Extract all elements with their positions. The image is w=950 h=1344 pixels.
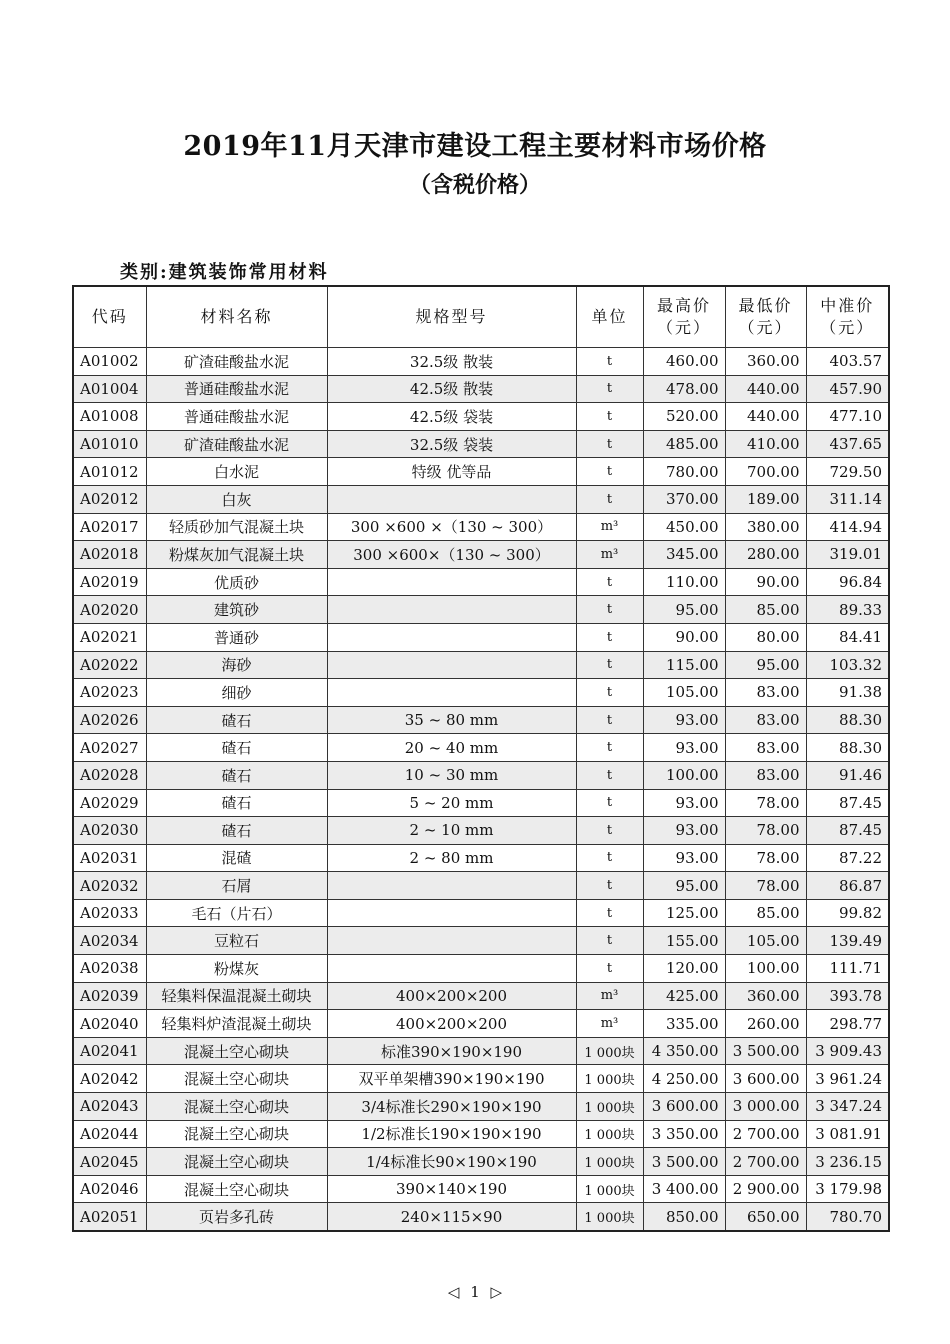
table-row	[73, 706, 889, 734]
cell-code: A02017	[73, 513, 146, 541]
header-unit: 单位	[576, 286, 643, 348]
cell-code: A02022	[73, 651, 146, 679]
cell-min-price: 78.00	[725, 789, 806, 817]
table-row	[73, 458, 889, 486]
cell-code: A02021	[73, 623, 146, 651]
cell-max-price: 95.00	[643, 872, 725, 900]
cell-max-price: 93.00	[643, 706, 725, 734]
cell-spec: 20 ~ 40 mm	[327, 734, 576, 762]
cell-code: A02044	[73, 1120, 146, 1148]
cell-spec: 双平单架槽390×190×190	[327, 1065, 576, 1093]
cell-mid-price: 103.32	[806, 651, 889, 679]
cell-unit: t	[576, 375, 643, 403]
cell-max-price: 425.00	[643, 982, 725, 1010]
table-row	[73, 872, 889, 900]
cell-mid-price: 3 081.91	[806, 1120, 889, 1148]
table-row	[73, 348, 889, 376]
cell-spec	[327, 927, 576, 955]
cell-name: 矿渣硅酸盐水泥	[146, 430, 327, 458]
cell-spec	[327, 679, 576, 707]
table-row	[73, 1148, 889, 1176]
cell-min-price: 85.00	[725, 596, 806, 624]
cell-max-price: 95.00	[643, 596, 725, 624]
header-spec: 规格型号	[327, 286, 576, 348]
cell-code: A01010	[73, 430, 146, 458]
cell-mid-price: 3 179.98	[806, 1175, 889, 1203]
cell-max-price: 370.00	[643, 485, 725, 513]
cell-name: 碴石	[146, 706, 327, 734]
cell-max-price: 3 500.00	[643, 1148, 725, 1176]
cell-name: 轻质砂加气混凝土块	[146, 513, 327, 541]
cell-min-price: 380.00	[725, 513, 806, 541]
cell-spec: 400×200×200	[327, 982, 576, 1010]
header-min-price	[725, 286, 806, 348]
cell-min-price: 360.00	[725, 348, 806, 376]
cell-spec: 300 ×600 ×（130 ~ 300）	[327, 513, 576, 541]
cell-mid-price: 729.50	[806, 458, 889, 486]
cell-code: A01002	[73, 348, 146, 376]
page-footer	[0, 1283, 950, 1301]
cell-mid-price: 477.10	[806, 403, 889, 431]
cell-unit: t	[576, 430, 643, 458]
cell-min-price: 3 000.00	[725, 1093, 806, 1121]
cell-name: 混凝土空心砌块	[146, 1065, 327, 1093]
cell-name: 混碴	[146, 844, 327, 872]
cell-unit: t	[576, 872, 643, 900]
header-mid-price	[806, 286, 889, 348]
cell-name: 海砂	[146, 651, 327, 679]
cell-spec	[327, 596, 576, 624]
cell-spec	[327, 955, 576, 983]
cell-mid-price: 403.57	[806, 348, 889, 376]
cell-code: A02040	[73, 1010, 146, 1038]
cell-min-price: 2 900.00	[725, 1175, 806, 1203]
cell-spec: 300 ×600×（130 ~ 300）	[327, 541, 576, 569]
cell-mid-price: 3 236.15	[806, 1148, 889, 1176]
cell-min-price: 100.00	[725, 955, 806, 983]
page-title: 2019年11月天津市建设工程主要材料市场价格	[183, 131, 767, 162]
cell-mid-price: 311.14	[806, 485, 889, 513]
cell-mid-price: 414.94	[806, 513, 889, 541]
cell-name: 轻集料炉渣混凝土砌块	[146, 1010, 327, 1038]
cell-code: A02039	[73, 982, 146, 1010]
table-row	[73, 927, 889, 955]
cell-name: 碴石	[146, 734, 327, 762]
cell-mid-price: 88.30	[806, 706, 889, 734]
table-row	[73, 568, 889, 596]
cell-max-price: 93.00	[643, 734, 725, 762]
table-row	[73, 982, 889, 1010]
cell-mid-price: 84.41	[806, 623, 889, 651]
next-page-icon: ▷	[490, 1283, 503, 1301]
cell-max-price: 3 400.00	[643, 1175, 725, 1203]
cell-max-price: 110.00	[643, 568, 725, 596]
cell-mid-price: 139.49	[806, 927, 889, 955]
cell-code: A02019	[73, 568, 146, 596]
table-row	[73, 1010, 889, 1038]
cell-mid-price: 91.38	[806, 679, 889, 707]
cell-spec	[327, 872, 576, 900]
cell-min-price: 95.00	[725, 651, 806, 679]
cell-mid-price: 91.46	[806, 761, 889, 789]
cell-code: A02042	[73, 1065, 146, 1093]
header-max-label: 最高价	[656, 296, 711, 315]
page-subtitle: （含税价格）	[408, 172, 541, 198]
cell-name: 优质砂	[146, 568, 327, 596]
cell-min-price: 3 500.00	[725, 1037, 806, 1065]
table-body	[73, 348, 889, 1232]
cell-mid-price: 393.78	[806, 982, 889, 1010]
cell-code: A02018	[73, 541, 146, 569]
table-header-row	[73, 286, 889, 348]
table-row	[73, 817, 889, 845]
cell-mid-price: 111.71	[806, 955, 889, 983]
cell-min-price: 83.00	[725, 734, 806, 762]
cell-max-price: 780.00	[643, 458, 725, 486]
cell-name: 普通砂	[146, 623, 327, 651]
cell-max-price: 850.00	[643, 1203, 725, 1231]
cell-spec	[327, 623, 576, 651]
cell-min-price: 85.00	[725, 899, 806, 927]
cell-name: 建筑砂	[146, 596, 327, 624]
cell-name: 轻集料保温混凝土砌块	[146, 982, 327, 1010]
cell-mid-price: 457.90	[806, 375, 889, 403]
cell-unit: t	[576, 734, 643, 762]
cell-mid-price: 780.70	[806, 1203, 889, 1231]
cell-name: 页岩多孔砖	[146, 1203, 327, 1231]
cell-name: 混凝土空心砌块	[146, 1037, 327, 1065]
cell-max-price: 345.00	[643, 541, 725, 569]
cell-min-price: 2 700.00	[725, 1120, 806, 1148]
table-row	[73, 789, 889, 817]
cell-min-price: 260.00	[725, 1010, 806, 1038]
cell-mid-price: 87.22	[806, 844, 889, 872]
cell-unit: t	[576, 623, 643, 651]
cell-min-price: 280.00	[725, 541, 806, 569]
cell-spec: 2 ~ 10 mm	[327, 817, 576, 845]
cell-unit: t	[576, 485, 643, 513]
cell-spec: 3/4标准长290×190×190	[327, 1093, 576, 1121]
cell-max-price: 120.00	[643, 955, 725, 983]
table-row	[73, 1065, 889, 1093]
table-row	[73, 1037, 889, 1065]
cell-spec	[327, 899, 576, 927]
cell-spec: 240×115×90	[327, 1203, 576, 1231]
cell-unit: t	[576, 844, 643, 872]
cell-name: 普通硅酸盐水泥	[146, 403, 327, 431]
cell-min-price: 78.00	[725, 872, 806, 900]
cell-unit: t	[576, 899, 643, 927]
cell-min-price: 189.00	[725, 485, 806, 513]
table-row	[73, 679, 889, 707]
category-label: 类别:建筑装饰常用材料	[120, 262, 329, 283]
cell-code: A02026	[73, 706, 146, 734]
cell-code: A02031	[73, 844, 146, 872]
table-row	[73, 485, 889, 513]
cell-unit: 1 000块	[576, 1065, 643, 1093]
cell-min-price: 410.00	[725, 430, 806, 458]
cell-code: A02032	[73, 872, 146, 900]
cell-spec: 42.5级 散装	[327, 375, 576, 403]
cell-code: A02030	[73, 817, 146, 845]
cell-code: A02043	[73, 1093, 146, 1121]
price-table	[72, 285, 890, 1232]
header-max-price	[643, 286, 725, 348]
header-max-unit: （元）	[656, 318, 711, 337]
cell-unit: m³	[576, 982, 643, 1010]
cell-name: 细砂	[146, 679, 327, 707]
cell-max-price: 90.00	[643, 623, 725, 651]
cell-unit: 1 000块	[576, 1175, 643, 1203]
cell-code: A02027	[73, 734, 146, 762]
cell-code: A02029	[73, 789, 146, 817]
table-row	[73, 541, 889, 569]
cell-max-price: 460.00	[643, 348, 725, 376]
cell-unit: t	[576, 955, 643, 983]
table-row	[73, 955, 889, 983]
cell-code: A02028	[73, 761, 146, 789]
header-code: 代码	[73, 286, 146, 348]
cell-mid-price: 86.87	[806, 872, 889, 900]
prev-page-icon: ◁	[447, 1283, 460, 1301]
cell-min-price: 78.00	[725, 844, 806, 872]
cell-max-price: 93.00	[643, 817, 725, 845]
cell-mid-price: 319.01	[806, 541, 889, 569]
cell-min-price: 440.00	[725, 403, 806, 431]
cell-code: A02020	[73, 596, 146, 624]
cell-min-price: 80.00	[725, 623, 806, 651]
cell-max-price: 115.00	[643, 651, 725, 679]
cell-unit: t	[576, 706, 643, 734]
cell-unit: t	[576, 761, 643, 789]
header-mid-unit: （元）	[820, 318, 875, 337]
table-row	[73, 1203, 889, 1231]
cell-unit: t	[576, 927, 643, 955]
cell-max-price: 3 350.00	[643, 1120, 725, 1148]
cell-max-price: 155.00	[643, 927, 725, 955]
cell-spec: 10 ~ 30 mm	[327, 761, 576, 789]
cell-mid-price: 87.45	[806, 789, 889, 817]
cell-code: A02041	[73, 1037, 146, 1065]
cell-spec: 390×140×190	[327, 1175, 576, 1203]
cell-min-price: 78.00	[725, 817, 806, 845]
cell-min-price: 2 700.00	[725, 1148, 806, 1176]
cell-mid-price: 3 347.24	[806, 1093, 889, 1121]
cell-mid-price: 437.65	[806, 430, 889, 458]
cell-name: 白水泥	[146, 458, 327, 486]
cell-unit: t	[576, 348, 643, 376]
header-name: 材料名称	[146, 286, 327, 348]
cell-spec: 特级 优等品	[327, 458, 576, 486]
cell-code: A02012	[73, 485, 146, 513]
cell-spec: 1/2标准长190×190×190	[327, 1120, 576, 1148]
cell-code: A01004	[73, 375, 146, 403]
cell-spec	[327, 485, 576, 513]
cell-min-price: 3 600.00	[725, 1065, 806, 1093]
table-row	[73, 623, 889, 651]
cell-name: 碴石	[146, 817, 327, 845]
cell-unit: t	[576, 568, 643, 596]
cell-name: 毛石（片石）	[146, 899, 327, 927]
cell-mid-price: 99.82	[806, 899, 889, 927]
cell-spec: 5 ~ 20 mm	[327, 789, 576, 817]
cell-mid-price: 298.77	[806, 1010, 889, 1038]
table-row	[73, 1120, 889, 1148]
cell-unit: 1 000块	[576, 1037, 643, 1065]
cell-name: 粉煤灰加气混凝土块	[146, 541, 327, 569]
cell-unit: t	[576, 679, 643, 707]
cell-spec	[327, 568, 576, 596]
cell-max-price: 485.00	[643, 430, 725, 458]
cell-code: A02038	[73, 955, 146, 983]
cell-name: 矿渣硅酸盐水泥	[146, 348, 327, 376]
cell-name: 豆粒石	[146, 927, 327, 955]
cell-min-price: 700.00	[725, 458, 806, 486]
cell-max-price: 93.00	[643, 789, 725, 817]
cell-mid-price: 88.30	[806, 734, 889, 762]
cell-unit: t	[576, 403, 643, 431]
table-row	[73, 596, 889, 624]
header-min-label: 最低价	[738, 296, 793, 315]
cell-code: A02034	[73, 927, 146, 955]
header-mid-label: 中准价	[820, 296, 875, 315]
cell-mid-price: 96.84	[806, 568, 889, 596]
cell-name: 混凝土空心砌块	[146, 1175, 327, 1203]
cell-name: 混凝土空心砌块	[146, 1093, 327, 1121]
table-row	[73, 899, 889, 927]
cell-code: A02046	[73, 1175, 146, 1203]
cell-spec: 32.5级 袋装	[327, 430, 576, 458]
table-row	[73, 375, 889, 403]
cell-name: 粉煤灰	[146, 955, 327, 983]
table-row	[73, 734, 889, 762]
cell-code: A02045	[73, 1148, 146, 1176]
cell-spec: 32.5级 散装	[327, 348, 576, 376]
cell-min-price: 83.00	[725, 679, 806, 707]
cell-unit: t	[576, 651, 643, 679]
cell-code: A02033	[73, 899, 146, 927]
cell-min-price: 83.00	[725, 761, 806, 789]
cell-name: 混凝土空心砌块	[146, 1120, 327, 1148]
cell-min-price: 83.00	[725, 706, 806, 734]
cell-min-price: 440.00	[725, 375, 806, 403]
cell-unit: m³	[576, 513, 643, 541]
cell-code: A02023	[73, 679, 146, 707]
cell-spec: 1/4标准长90×190×190	[327, 1148, 576, 1176]
cell-spec: 2 ~ 80 mm	[327, 844, 576, 872]
cell-max-price: 450.00	[643, 513, 725, 541]
cell-max-price: 4 350.00	[643, 1037, 725, 1065]
cell-min-price: 105.00	[725, 927, 806, 955]
cell-unit: 1 000块	[576, 1148, 643, 1176]
cell-unit: t	[576, 817, 643, 845]
cell-max-price: 125.00	[643, 899, 725, 927]
table-row	[73, 430, 889, 458]
cell-max-price: 335.00	[643, 1010, 725, 1038]
page-number: 1	[470, 1283, 480, 1301]
cell-spec: 42.5级 袋装	[327, 403, 576, 431]
table-row	[73, 403, 889, 431]
cell-name: 石屑	[146, 872, 327, 900]
cell-max-price: 3 600.00	[643, 1093, 725, 1121]
cell-max-price: 4 250.00	[643, 1065, 725, 1093]
table-row	[73, 651, 889, 679]
cell-max-price: 478.00	[643, 375, 725, 403]
cell-max-price: 105.00	[643, 679, 725, 707]
table-row	[73, 844, 889, 872]
cell-mid-price: 3 909.43	[806, 1037, 889, 1065]
cell-max-price: 93.00	[643, 844, 725, 872]
cell-name: 白灰	[146, 485, 327, 513]
cell-unit: 1 000块	[576, 1093, 643, 1121]
table-row	[73, 513, 889, 541]
cell-min-price: 360.00	[725, 982, 806, 1010]
cell-code: A02051	[73, 1203, 146, 1231]
cell-unit: 1 000块	[576, 1203, 643, 1231]
cell-max-price: 520.00	[643, 403, 725, 431]
cell-unit: m³	[576, 1010, 643, 1038]
table-row	[73, 761, 889, 789]
cell-mid-price: 87.45	[806, 817, 889, 845]
cell-spec: 400×200×200	[327, 1010, 576, 1038]
cell-unit: t	[576, 596, 643, 624]
cell-mid-price: 89.33	[806, 596, 889, 624]
cell-spec: 35 ~ 80 mm	[327, 706, 576, 734]
cell-max-price: 100.00	[643, 761, 725, 789]
cell-unit: t	[576, 789, 643, 817]
cell-unit: 1 000块	[576, 1120, 643, 1148]
cell-name: 普通硅酸盐水泥	[146, 375, 327, 403]
cell-name: 碴石	[146, 761, 327, 789]
cell-unit: t	[576, 458, 643, 486]
cell-spec	[327, 651, 576, 679]
table-row	[73, 1175, 889, 1203]
header-min-unit: （元）	[738, 318, 793, 337]
cell-name: 混凝土空心砌块	[146, 1148, 327, 1176]
cell-name: 碴石	[146, 789, 327, 817]
cell-code: A01012	[73, 458, 146, 486]
cell-min-price: 650.00	[725, 1203, 806, 1231]
cell-code: A01008	[73, 403, 146, 431]
cell-mid-price: 3 961.24	[806, 1065, 889, 1093]
cell-unit: m³	[576, 541, 643, 569]
table-row	[73, 1093, 889, 1121]
cell-min-price: 90.00	[725, 568, 806, 596]
cell-spec: 标准390×190×190	[327, 1037, 576, 1065]
